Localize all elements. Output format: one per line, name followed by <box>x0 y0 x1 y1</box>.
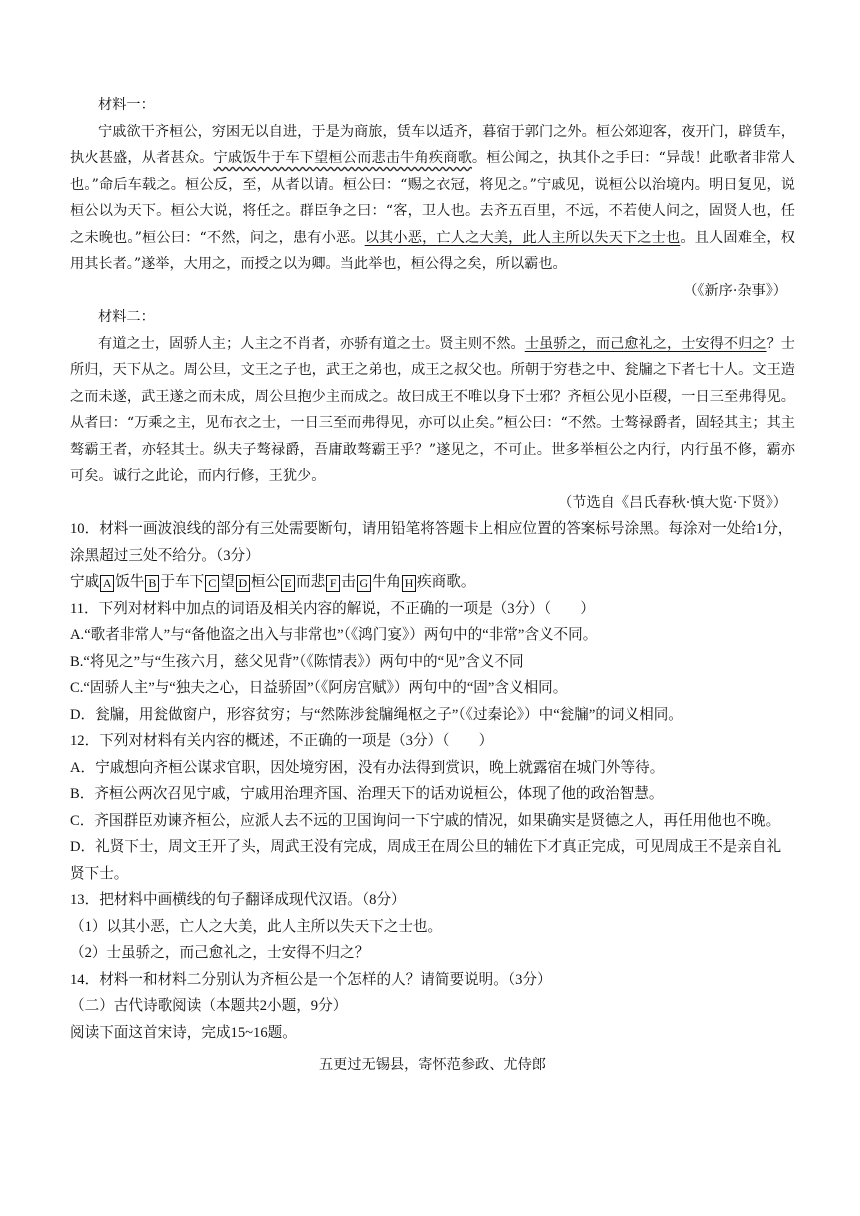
section-2-intro: 阅读下面这首宋诗，完成15~16题。 <box>70 1024 297 1041</box>
question-13-stem: 13．把材料中画横线的句子翻译成现代汉语。（8分） <box>70 892 406 908</box>
exam-page <box>70 92 795 1080</box>
question-11-option-b: B.“将见之”与“生孩六月，慈父见背”（《陈情表》）两句中的“见”含义不同 <box>70 653 524 670</box>
answer-box-g[interactable]: G <box>357 575 371 592</box>
question-11-option-a: A.“歌者非常人”与“备他盗之出入与非常也”（《鸿门宴》）两句中的“非常”含义不同。 <box>70 627 598 643</box>
question-11-option-c: C.“固骄人主”与“独夫之心，日益骄固”（《阿房宫赋》）两句中的“固”含义相同。 <box>70 680 568 696</box>
material-2-label: 材料二： <box>98 309 155 325</box>
question-10-stem: 10．材料一画波浪线的部分有三处需要断句，请用铅笔将答题卡上相应位置的答案标号涂黑。每涂对一处给1分，涂黑超过三处不给分。（3分） <box>70 521 793 564</box>
question-11-option-d: D．瓮牖，用瓮做窗户，形容贫穷；与“然陈涉瓮牖绳枢之子”（《过秦论》）中“瓮牖”的词义相同。 <box>70 706 683 723</box>
question-10-answer-line: 宁戚 A 饭牛 B 于车下 C 望 D 桓公 E 而悲 F 击 G 牛角 H 疾商歌。 <box>70 574 476 590</box>
material-2-source: （节选自《吕氏春秋·慎大览·下贤》） <box>558 494 787 511</box>
underlined-sentence-2: 士虽骄之，而己愈礼之，士安得不归之 <box>524 335 767 352</box>
material-2-text: 有道之士，固骄人主；人主之不肖者，亦骄有道之士。贤主则不然。士虽骄之，而己愈礼之，士安得不归之？士所归，天下从之。周公旦，文王之子也，武王之弟也，成王之叔父也。所朝于穷巷之中、瓮牖之下者七十人。文王造之而未遂，武王遂之而未成，周公旦抱少主而成之。故曰成王不唯以身下士邪？齐桓公见小臣稷，一日三至弗得见。从者曰：“万乘之主，见布衣之士，一日三至而弗得见，亦可以止矣。”桓公曰：“不然。士骜禄爵者，固轻其主；其主骜霸王者，亦轻其士。纵夫子骜禄爵，吾庸敢骜霸王乎？”遂见之，不可止。世多举桓公之内行，内行虽不修，霸亦可矣。诚行之此论，而内行修，王犹少。 <box>70 335 795 484</box>
material-1-source: （《新序·杂事》） <box>683 282 787 299</box>
answer-box-e[interactable]: E <box>281 575 295 592</box>
material-1-text: 宁戚欲干齐桓公，穷困无以自进，于是为商旅，赁车以适齐，暮宿于郭门之外。桓公郊迎客，夜开门，辟赁车，执火甚盛，从者甚众。宁戚饭牛于车下望桓公而悲击牛角疾商歌。桓公闻之，执其仆之手曰：“异哉！此歌者非常人也。”命后车载之。桓公反，至，从者以请。桓公曰：“赐之衣冠，将见之。”宁戚见，说桓公以治境内。明日复见，说桓公以为天下。桓公大说，将任之。群臣争之曰：“客，卫人也。去齐五百里，不远，不若使人问之，固贤人也，任之未晚也。”桓公曰：“不然，问之，患有小恶。以其小恶，亡人之大美，此人主所以失天下之士也。且人固难全，权用其长者。”遂举，大用之，而授之以为卿。当此举也，桓公得之矣，所以霸也。 <box>70 123 795 272</box>
question-12-option-b: B．齐桓公两次召见宁戚，宁戚用治理齐国、治理天下的话劝说桓公，体现了他的政治智慧。 <box>70 786 664 802</box>
question-12-option-a: A．宁戚想向齐桓公谋求官职，因处境穷困，没有办法得到赏识，晚上就露宿在城门外等待。 <box>70 759 665 776</box>
answer-box-c[interactable]: C <box>205 575 219 592</box>
answer-box-f[interactable]: F <box>326 575 340 592</box>
poem-title: 五更过无锡县，寄怀范参政、尤侍郎 <box>318 1057 546 1073</box>
underlined-sentence-1: 以其小恶，亡人之大美，此人主所以失天下之士也 <box>364 229 681 246</box>
question-12-option-c: C．齐国群臣劝谏齐桓公，应派人去不远的卫国询问一下宁戚的情况，如果确实是贤德之人，再任用他也不晚。 <box>70 812 781 829</box>
answer-box-h[interactable]: H <box>402 575 416 592</box>
question-13-item-1: （1）以其小恶，亡人之大美，此人主所以失天下之士也。 <box>70 918 443 935</box>
answer-box-d[interactable]: D <box>236 575 250 592</box>
wavy-underlined-sentence: 宁戚饭牛于车下望桓公而悲击牛角疾商歌 <box>213 150 472 166</box>
material-1-label: 材料一： <box>98 97 155 113</box>
question-12-stem: 12．下列对材料有关内容的概述，不正确的一项是（3分）（ ） <box>70 733 494 749</box>
question-14-stem: 14．材料一和材料二分别认为齐桓公是一个怎样的人？请简要说明。（3分） <box>70 971 552 988</box>
section-2-heading: （二）古代诗歌阅读（本题共2小题，9分） <box>70 998 348 1014</box>
answer-box-a[interactable]: A <box>100 575 114 592</box>
answer-box-b[interactable]: B <box>145 575 159 592</box>
question-11-stem: 11．下列对材料中加点的词语及相关内容的解说，不正确的一项是（3分）（ ） <box>70 600 595 617</box>
question-13-item-2: （2）士虽骄之，而己愈礼之，士安得不归之？ <box>70 945 370 961</box>
question-12-option-d: D．礼贤下士，周文王开了头，周武王没有完成，周成王在周公旦的辅佐下才真正完成，可见周成王不是亲自礼贤下士。 <box>70 839 782 882</box>
